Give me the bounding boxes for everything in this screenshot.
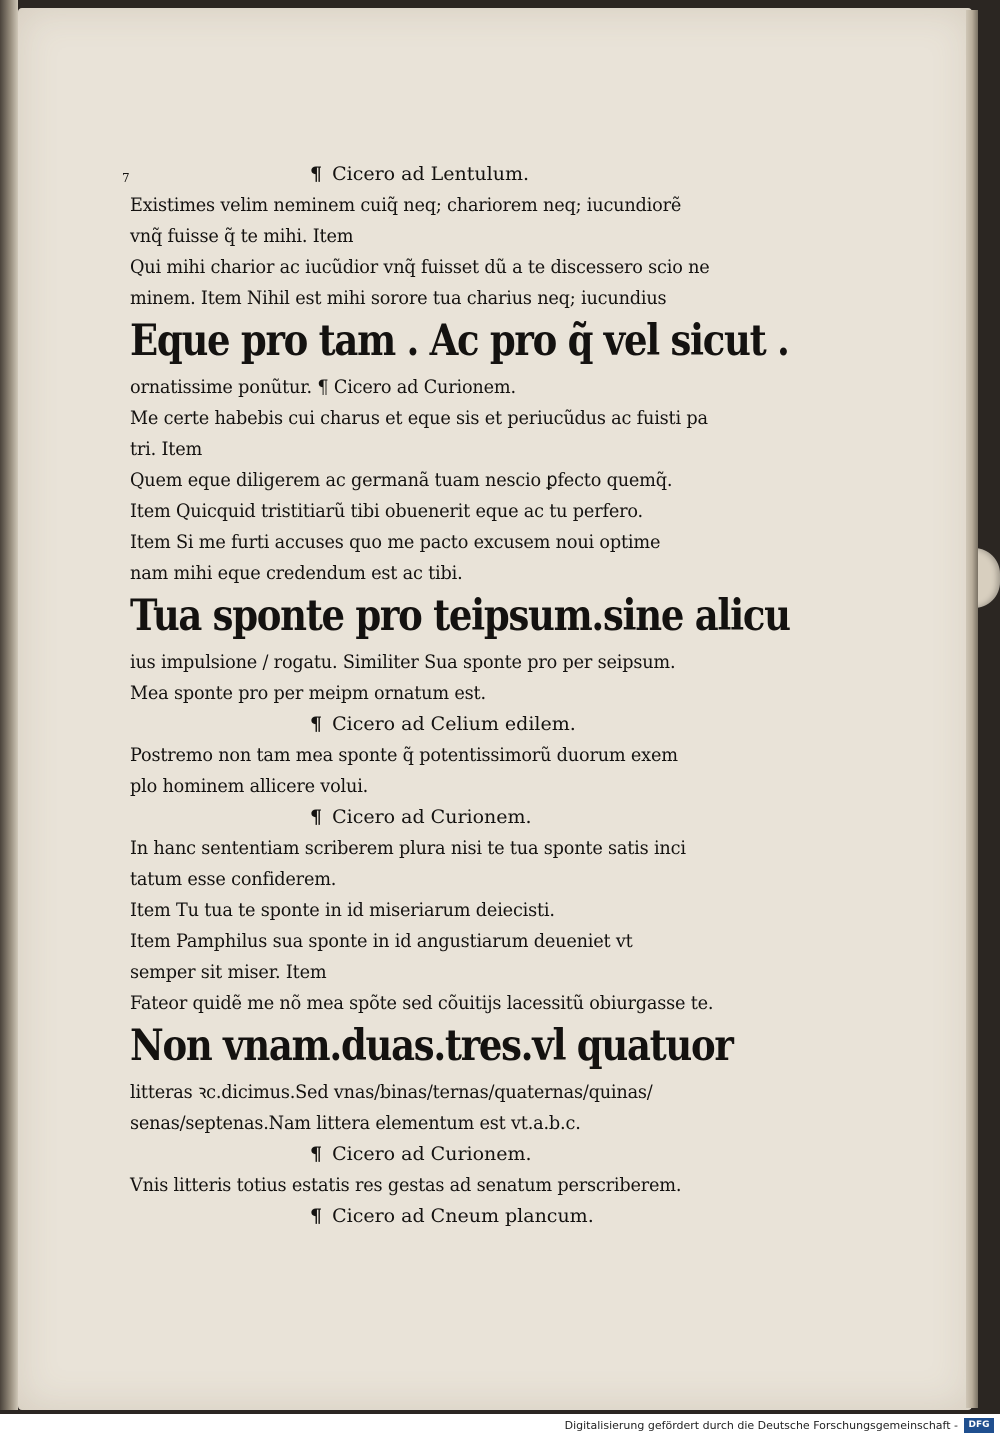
line-text: Cicero ad Cneum plancum. (332, 1205, 594, 1227)
line-text: Cicero ad Curionem. (332, 806, 532, 828)
text-line (130, 839, 744, 870)
line-text: Non vnam.duas.tres.vl quatuor (130, 1021, 733, 1071)
book-gutter (0, 0, 18, 1410)
line-text: Mea sponte pro per meipm ornatum est. (130, 682, 486, 704)
text-line (130, 932, 744, 963)
text-line (130, 533, 744, 564)
pilcrow-icon: ¶ (310, 1205, 323, 1227)
section-heading (130, 808, 790, 839)
line-text: Item Tu tua te sponte in id miseriarum deiecisti. (130, 899, 555, 921)
line-text: ornatissime ponũtur. ¶ Cicero ad Curionem. (130, 376, 516, 398)
line-text: Vnis litteris totius estatis res gestas ad senatum perscriberem. (130, 1174, 682, 1196)
text-line (130, 409, 744, 440)
page-number: 7 (122, 171, 130, 185)
line-text: Tua sponte pro teipsum.sine alicu (130, 591, 790, 641)
line-text: senas/septenas.Nam littera elementum est vt.a.b.c. (130, 1112, 581, 1134)
line-text: ius impulsione / rogatu. Similiter Sua sponte pro per seipsum. (130, 651, 676, 673)
text-line (130, 196, 744, 227)
page-stack-edge (966, 10, 978, 1408)
line-text: Cicero ad Lentulum. (332, 163, 530, 185)
line-text: semper sit miser. Item (130, 961, 327, 983)
headword-line (130, 316, 789, 378)
pilcrow-icon: ¶ (310, 806, 323, 828)
text-line (130, 684, 744, 715)
line-text: Me certe habebis cui charus et eque sis et periucũdus ac fuisti pa (130, 407, 708, 429)
line-text: Cicero ad Celium edilem. (332, 713, 576, 735)
section-heading (130, 165, 790, 196)
text-line (130, 901, 744, 932)
line-text: minem. Item Nihil est mihi sorore tua charius neq; iucundius (130, 287, 667, 309)
line-text: In hanc sententiam scriberem plura nisi te tua sponte satis inci (130, 837, 686, 859)
pilcrow-icon: ¶ (310, 1143, 323, 1165)
text-line (130, 653, 744, 684)
text-line (130, 378, 744, 409)
page-text-block (122, 163, 790, 1238)
text-line (130, 227, 744, 258)
text-line (130, 746, 744, 777)
line-text: Quem eque diligerem ac germanã tuam nescio ꝑfecto quemq̃. (130, 469, 673, 491)
line-text: Postremo non tam mea sponte q̃ potentissimorũ duorum exem (130, 744, 678, 766)
text-line (130, 777, 744, 808)
line-text: Item Si me furti accuses quo me pacto excusem noui optime (130, 531, 661, 553)
line-text: litteras ꝛc.dicimus.Sed vnas/binas/ternas/quaternas/quinas/ (130, 1081, 653, 1103)
section-heading (130, 715, 790, 746)
line-text: Item Quicquid tristitiarũ tibi obuenerit eque ac tu perfero. (130, 500, 643, 522)
text-line (130, 1114, 744, 1145)
line-text: tatum esse confiderem. (130, 868, 337, 890)
line-text: plo hominem allicere volui. (130, 775, 369, 797)
text-line (130, 870, 744, 901)
headword-line (130, 1021, 733, 1083)
headword-line (130, 591, 790, 653)
line-text: Eque pro tam . Ac pro q̃ vel sicut . (130, 316, 789, 366)
text-line (130, 1176, 744, 1207)
text-line (130, 471, 744, 502)
line-text: Cicero ad Curionem. (332, 1143, 532, 1165)
text-line (130, 502, 744, 533)
line-text: tri. Item (130, 438, 203, 460)
footer-credit: Digitalisierung gefördert durch die Deutsche Forschungsgemeinschaft - (564, 1419, 958, 1432)
text-line (130, 258, 744, 289)
section-heading (130, 1145, 790, 1176)
line-text: Fateor quidẽ me nõ mea spõte sed cõuitijs lacessitũ obiurgasse te. (130, 992, 714, 1014)
line-text: Qui mihi charior ac iucũdior vnq̃ fuisset dũ a te discessero scio ne (130, 256, 710, 278)
pilcrow-icon: ¶ (310, 163, 323, 185)
dfg-logo: DFG (964, 1418, 994, 1433)
text-line (130, 963, 744, 994)
section-heading (130, 1207, 790, 1238)
text-line (130, 1083, 744, 1114)
pilcrow-icon: ¶ (310, 713, 323, 735)
line-text: nam mihi eque credendum est ac tibi. (130, 562, 463, 584)
footer-bar (0, 1414, 1000, 1439)
line-text: Item Pamphilus sua sponte in id angustiarum deueniet vt (130, 930, 633, 952)
text-line (130, 440, 744, 471)
line-text: vnq̃ fuisse q̃ te mihi. Item (130, 225, 354, 247)
line-text: Existimes velim neminem cuiq̃ neq; chariorem neq; iucundiorẽ (130, 194, 682, 216)
